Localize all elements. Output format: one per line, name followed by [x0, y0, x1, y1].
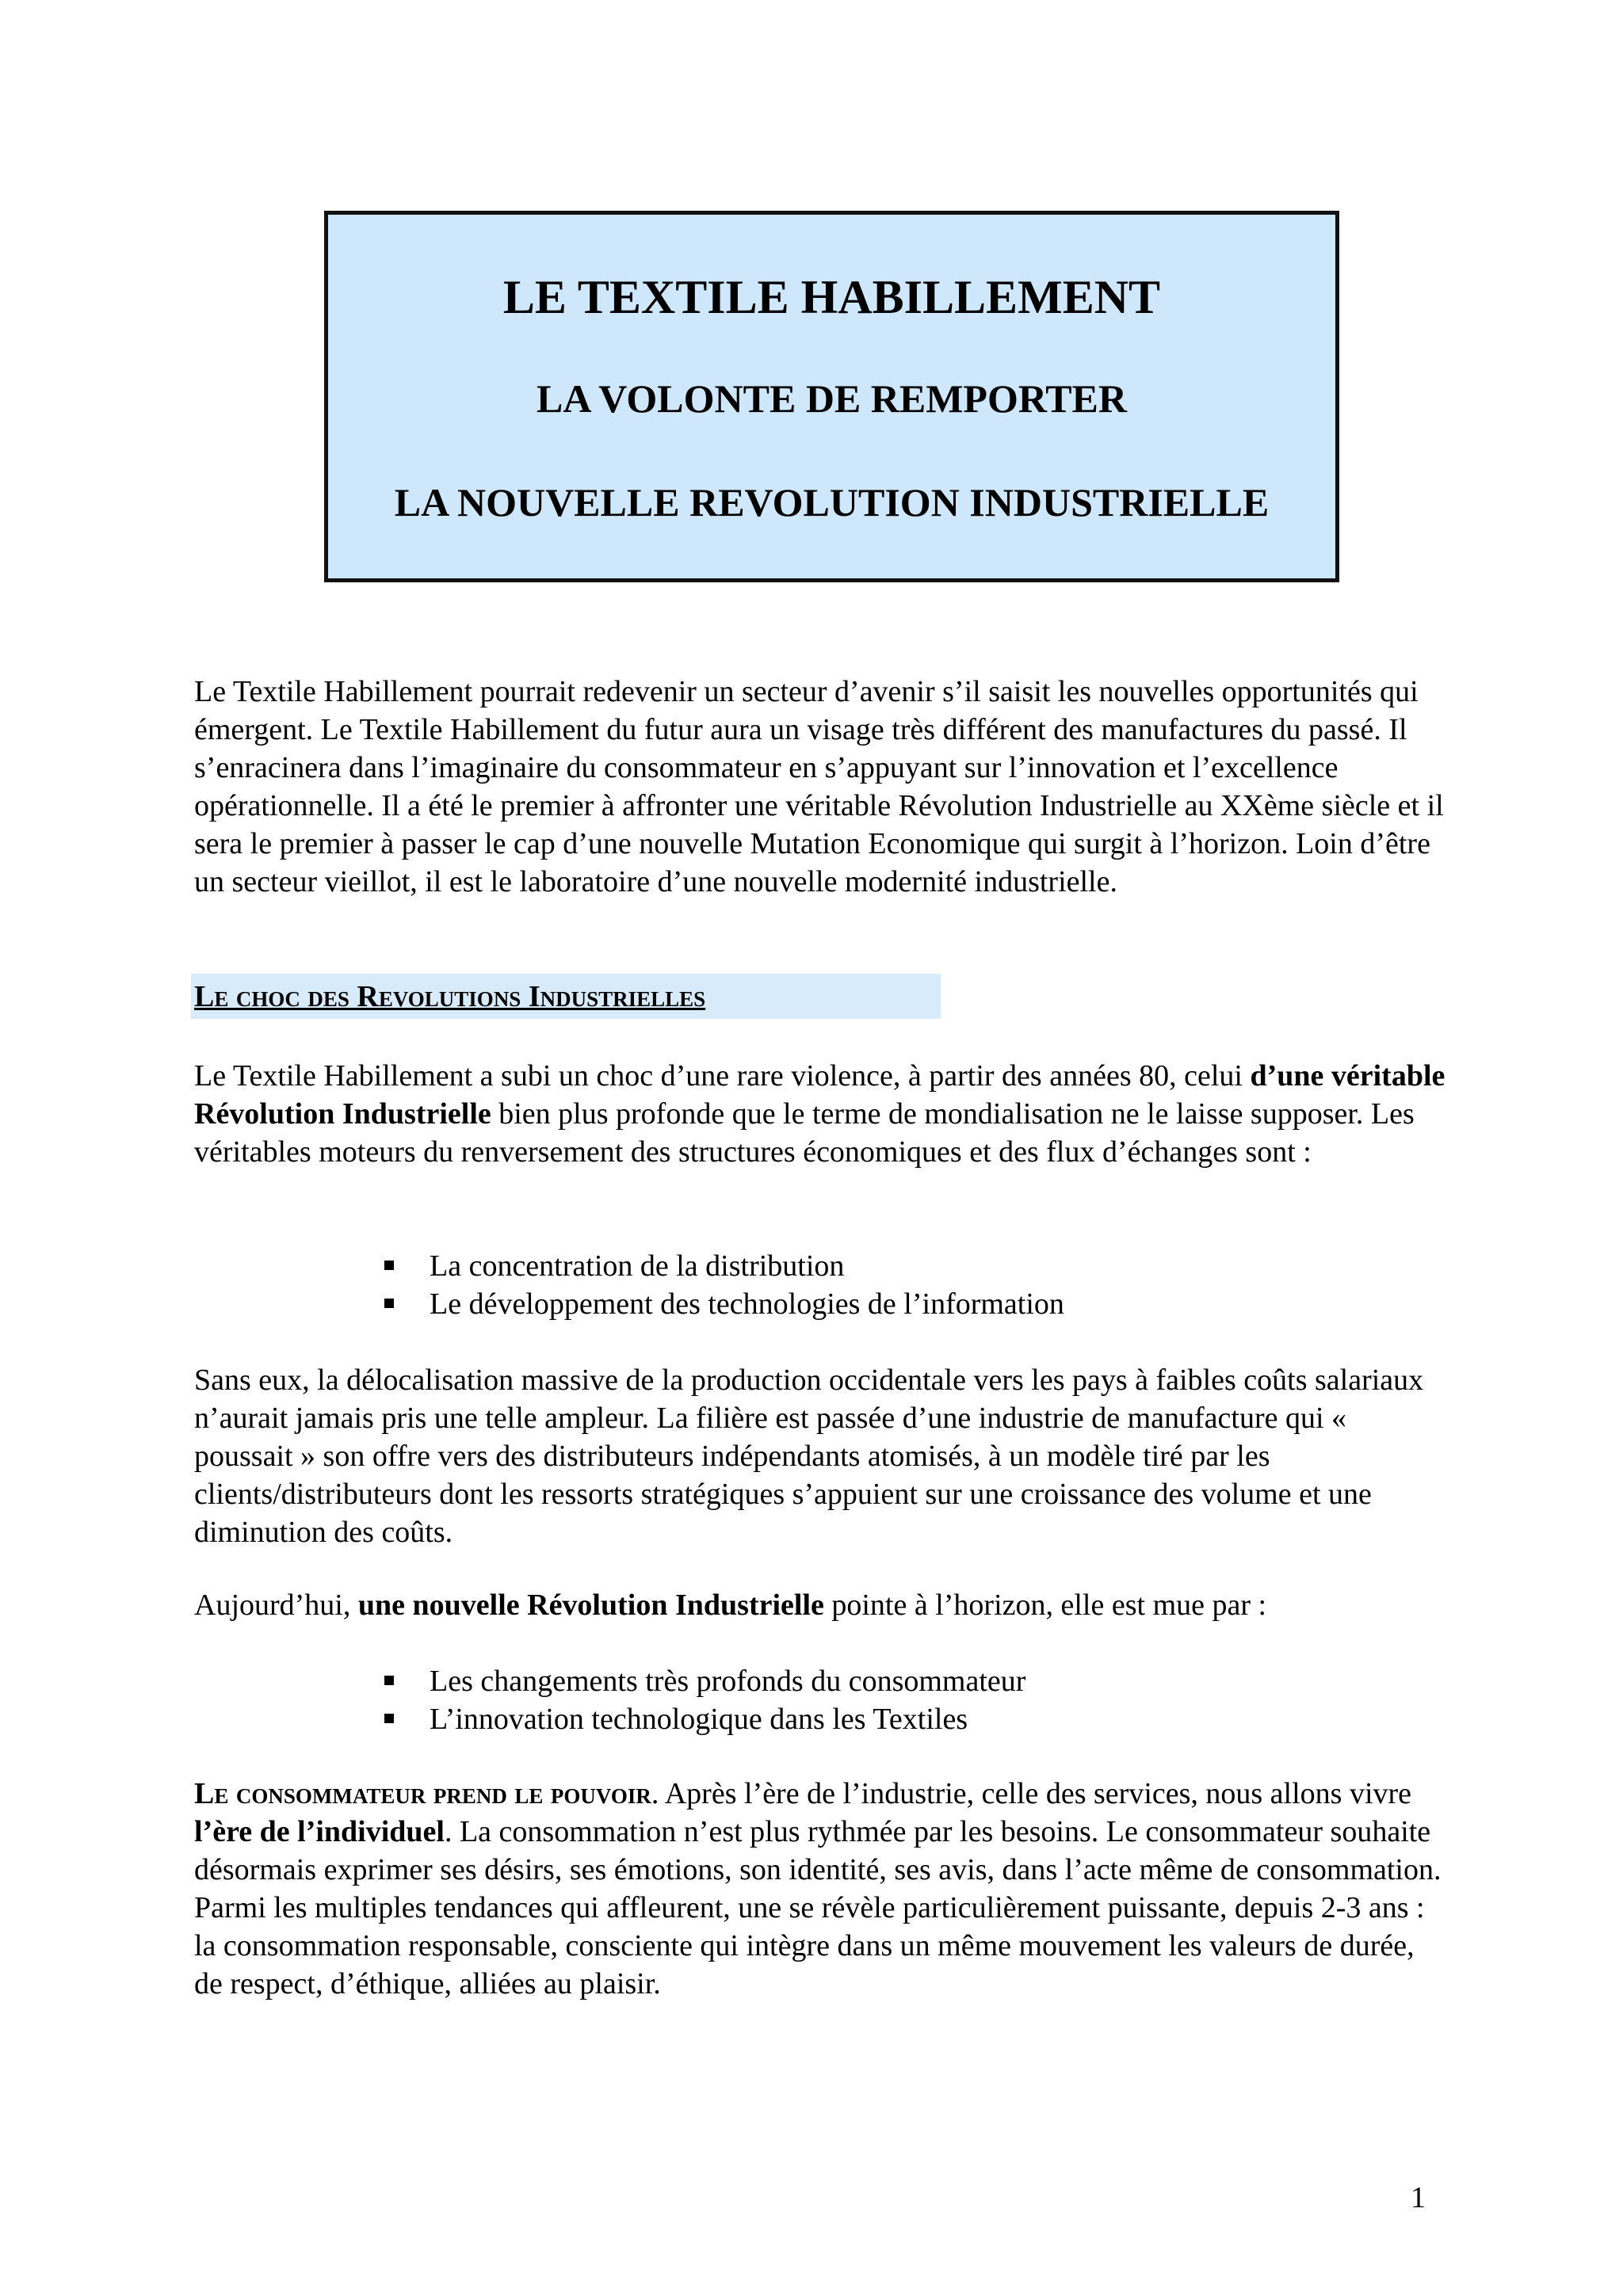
document-title: LE TEXTILE HABILLEMENT	[502, 271, 1161, 323]
intro-paragraph: Le Textile Habillement pourrait redevenir un secteur d’avenir s’il saisit les nouvelles opportunités qui émergent. Le Textile Habillement du futur aura un visage très différent des manufactures du passé. Il s’enracinera dans l’imaginaire du consommateur en s’appuyant sur l’innovation et l’excellence opérationnelle. Il a été le premier à affronter une véritable Révolution Industrielle au XXème siècle et il sera le premier à passer le cap d’une nouvelle Mutation Economique qui surgit à l’horizon. Loin d’être un secteur vieillot, il est le laboratoire d’une nouvelle modernité industrielle.	[194, 675, 1444, 898]
page-number: 1	[1411, 2181, 1426, 2214]
inline-heading: Le consommateur prend le pouvoir	[194, 1777, 651, 1810]
square-bullet-icon	[384, 1676, 394, 1685]
section-heading: Le choc des Revolutions Industrielles	[191, 974, 941, 1019]
list-item	[380, 1247, 1064, 1285]
list-item-text: L’innovation technologique dans les Textiles	[430, 1703, 968, 1736]
paragraph-text: . Après l’ère de l’industrie, celle des services, nous allons vivre	[651, 1777, 1412, 1810]
list-item	[380, 1662, 1025, 1700]
paragraph-consumer	[194, 1775, 1446, 2003]
paragraph-text: pointe à l’horizon, elle est mue par :	[823, 1589, 1267, 1622]
bullet-list-forces	[380, 1662, 1025, 1738]
list-item	[380, 1285, 1064, 1323]
list-item-text: Le développement des technologies de l’information	[430, 1287, 1064, 1321]
square-bullet-icon	[384, 1299, 394, 1308]
paragraph-emphasis: l’ère de l’individuel	[194, 1815, 445, 1848]
paragraph-text: Le Textile Habillement a subi un choc d’une rare violence, à partir des années 80, celui	[194, 1059, 1251, 1093]
document-subtitle-1: LA VOLONTE DE REMPORTER	[536, 376, 1128, 421]
list-item	[380, 1700, 1025, 1738]
bullet-list-drivers	[380, 1247, 1064, 1323]
paragraph-delocalisation: Sans eux, la délocalisation massive de la production occidentale vers les pays à faibles coûts salariaux n’aurait jamais pris une telle ampleur. La filière est passée d’une industrie de manufacture qui « poussait » son offre vers des distributeurs indépendants atomisés, à un modèle tiré par les clients/distributeurs dont les ressorts stratégiques s’appuient sur une croissance des volume et une diminution des coûts.	[194, 1363, 1424, 1549]
paragraph-text: bien plus profonde que le terme de mondialisation ne le laisse supposer. Les véritables moteurs du renversement des structures économiques et des flux d’échanges sont :	[194, 1097, 1415, 1169]
list-item-text: Les changements très profonds du consommateur	[430, 1665, 1026, 1698]
paragraph-text: . La consommation n’est plus rythmée par les besoins. Le consommateur souhaite désormais exprimer ses désirs, ses émotions, son identité, ses avis, dans l’acte même de consommation. Parmi les multiples tendances qui affleurent, une se révèle particulièrement puissante, depuis 2-3 ans : la consommation responsable, consciente qui intègre dans un même mouvement les valeurs de durée, de respect, d’éthique, alliées au plaisir.	[194, 1815, 1442, 2000]
list-item-text: La concentration de la distribution	[430, 1249, 845, 1283]
paragraph-revolution	[194, 1057, 1446, 1171]
paragraph-emphasis: une nouvelle Révolution Industrielle	[357, 1589, 824, 1622]
title-box	[324, 211, 1339, 582]
square-bullet-icon	[384, 1714, 394, 1723]
paragraph-new-revolution	[194, 1586, 1446, 1624]
paragraph-text: Aujourd’hui,	[194, 1589, 358, 1622]
square-bullet-icon	[384, 1261, 394, 1270]
document-subtitle-2: LA NOUVELLE REVOLUTION INDUSTRIELLE	[394, 480, 1270, 524]
paragraph-emphasis: d’une véritable Révolution Industrielle	[194, 1059, 1445, 1131]
